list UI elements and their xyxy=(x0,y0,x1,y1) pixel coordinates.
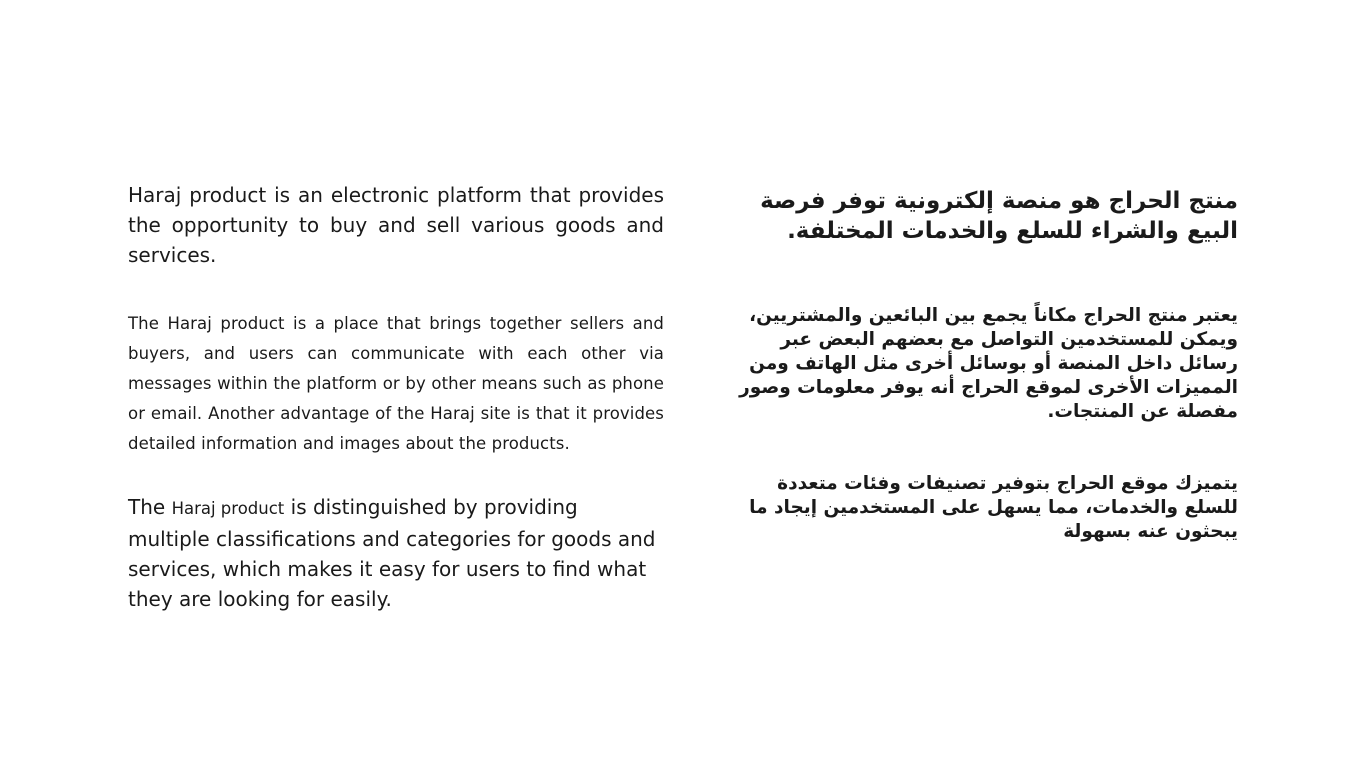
english-features-product-name: Haraj product xyxy=(171,499,285,518)
english-column xyxy=(128,180,664,614)
arabic-paragraph-details: يعتبر منتج الحراج مكاناً يجمع بين البائعين والمشتريين، ويمكن للمستخدمين التواصل مع بعضهم البعض عبر رسائل داخل المنصة أو بوسائل أخرى مثل الهاتف ومن المميزات الأخرى لموقع الحراج أنه يوفر معلومات وصور مفصلة عن المنتجات. xyxy=(739,305,1238,422)
arabic-column xyxy=(722,186,1238,544)
arabic-paragraph-intro: منتج الحراج هو منصة إلكترونية توفر فرصة البيع والشراء للسلع والخدمات المختلفة. xyxy=(760,188,1238,244)
english-paragraph-intro: Haraj product is an electronic platform that provides the opportunity to buy and sell various goods and services. xyxy=(128,183,664,267)
english-features-prefix: The xyxy=(128,495,172,519)
english-features-text: is distinguished by providing multiple classifications and categories for goods and services, which makes it easy for users to find what they are looking for easily. xyxy=(128,495,656,611)
arabic-paragraph-features: يتميزك موقع الحراج بتوفير تصنيفات وفئات متعددة للسلع والخدمات، مما يسهل على المستخدمين إيجاد ما يبحثون عنه بسهولة xyxy=(749,473,1238,542)
english-paragraph-details: The Haraj product is a place that brings together sellers and buyers, and users can communicate with each other via messages within the platform or by other means such as phone or email. Another advantage of the Haraj site is that it provides detailed information and images about the products. xyxy=(128,314,664,453)
english-paragraph-features xyxy=(128,492,664,614)
